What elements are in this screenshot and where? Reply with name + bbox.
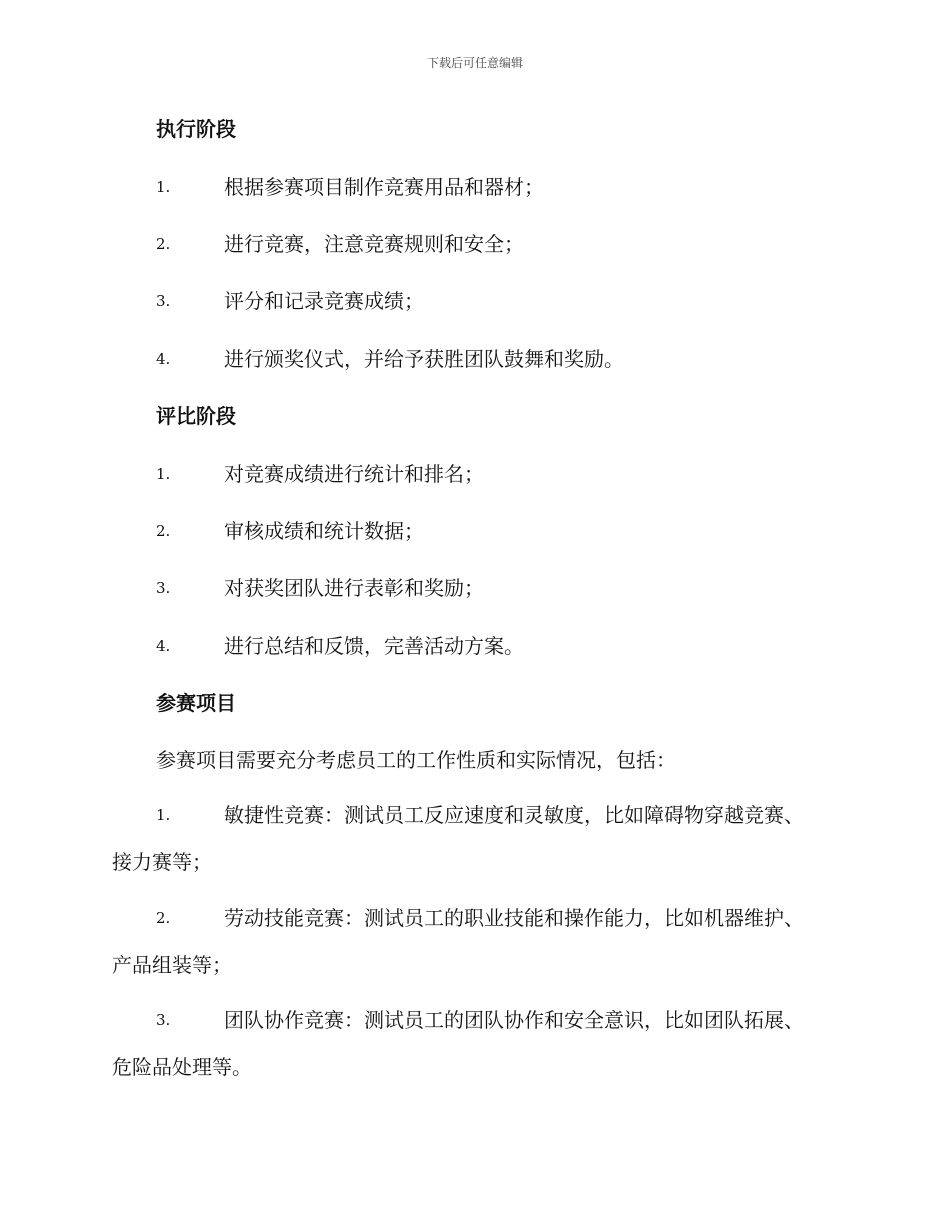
intro-paragraph: 参赛项目需要充分考虑员工的工作性质和实际情况，包括： — [156, 748, 676, 772]
list-text: 进行总结和反馈，完善活动方案。 — [224, 634, 524, 658]
section-heading-execution: 执行阶段 — [156, 117, 236, 141]
list-number: 1. — [156, 806, 171, 824]
list-text: 对获奖团队进行表彰和奖励； — [224, 576, 484, 600]
list-item — [112, 792, 817, 886]
list-item — [156, 344, 816, 374]
list-text: 劳动技能竞赛：测试员工的职业技能和操作能力，比如机器维护、产品组装等； — [112, 906, 804, 977]
list-number: 4. — [156, 637, 171, 655]
list-item — [156, 631, 816, 661]
list-item — [156, 573, 816, 603]
list-number: 2. — [156, 522, 171, 540]
list-number: 3. — [156, 292, 171, 310]
list-item — [156, 459, 816, 489]
list-text: 根据参赛项目制作竞赛用品和器材； — [224, 175, 544, 199]
list-text: 团队协作竞赛：测试员工的团队协作和安全意识，比如团队拓展、危险品处理等。 — [112, 1008, 804, 1079]
list-item — [156, 172, 816, 202]
list-number: 2. — [156, 235, 171, 253]
list-item — [156, 286, 816, 316]
list-text: 审核成绩和统计数据； — [224, 519, 424, 543]
list-text: 对竞赛成绩进行统计和排名； — [224, 462, 484, 486]
list-number: 3. — [156, 1011, 171, 1029]
section-heading-events: 参赛项目 — [156, 691, 236, 715]
list-text: 评分和记录竞赛成绩； — [224, 289, 424, 313]
list-number: 1. — [156, 465, 171, 483]
list-number: 2. — [156, 909, 171, 927]
list-item — [112, 895, 817, 989]
list-item — [112, 997, 817, 1091]
list-text: 进行颁奖仪式，并给予获胜团队鼓舞和奖励。 — [224, 347, 624, 371]
list-text: 进行竞赛，注意竞赛规则和安全； — [224, 232, 524, 256]
list-number: 3. — [156, 579, 171, 597]
section-heading-evaluation: 评比阶段 — [156, 404, 236, 428]
list-text: 敏捷性竞赛：测试员工反应速度和灵敏度，比如障碍物穿越竞赛、接力赛等； — [112, 803, 804, 874]
list-number: 1. — [156, 178, 171, 196]
list-item — [156, 229, 816, 259]
list-item — [156, 516, 816, 546]
list-number: 4. — [156, 350, 171, 368]
page-header: 下载后可任意编辑 — [426, 56, 523, 70]
